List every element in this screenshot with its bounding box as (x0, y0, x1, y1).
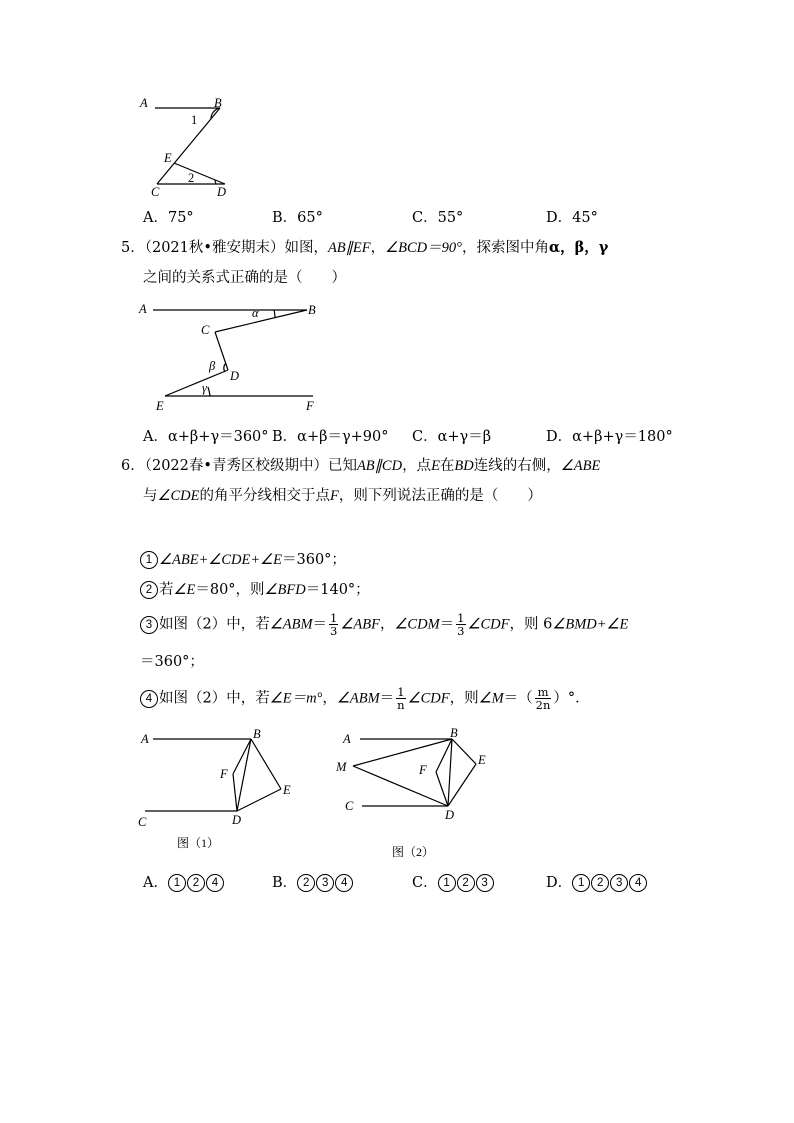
frac-den: 3 (330, 624, 338, 638)
q6-angle-cdm: ∠CDM (394, 616, 440, 633)
q6-text: ＝ (379, 690, 395, 707)
q5-figure (135, 298, 335, 416)
q4-figure (135, 92, 245, 202)
q5-stem-line1 (121, 238, 608, 258)
option-letter: C． (412, 875, 438, 891)
q6-stem-line2 (143, 486, 542, 506)
frac-den: 3 (457, 624, 465, 638)
q6-text: ，则 6 (509, 616, 553, 633)
q6-statement-3-cont: ＝360°； (140, 654, 204, 670)
q6-text: 已知 (327, 458, 357, 474)
circled-number-4: 4 (629, 874, 647, 892)
q5-greek: α，β，γ (548, 239, 609, 256)
circled-number-4: 4 (140, 690, 158, 708)
q4-option-b[interactable]: B．65° (272, 210, 323, 226)
circled-number-2: 2 (140, 581, 158, 599)
q5-label-A: A (139, 302, 147, 316)
q6-point-e: E (431, 458, 440, 474)
q6-point-f: F (330, 488, 339, 504)
q4-option-c[interactable]: C．55° (412, 210, 464, 226)
frac-den: n (397, 698, 405, 712)
q6-s1-expr: ∠ABE+∠CDE+∠E (159, 552, 282, 568)
q5-cond-parallel: AB∥EF (327, 240, 371, 256)
q5-number: 5． (121, 240, 145, 256)
q6-figure-1 (135, 722, 305, 857)
circled-number-3: 3 (140, 616, 158, 634)
q4-label-C: C (151, 185, 160, 199)
q5-source: （2021秋•雅安期末） (144, 240, 285, 256)
q6-angle-cdf: ∠CDF (467, 616, 510, 633)
q6-statement-4 (140, 686, 590, 711)
q4-label-E: E (164, 151, 172, 165)
q4-label-2: 2 (188, 171, 195, 185)
q6-option-c[interactable] (412, 871, 495, 892)
q6f2-caption: 图（2） (392, 845, 435, 859)
q6-option-b[interactable] (272, 871, 354, 892)
q6f1-label-A: A (141, 732, 149, 746)
q6f1-caption: 图（1） (177, 836, 220, 850)
q6-text: ，则 (449, 690, 479, 707)
circled-number-1: 1 (438, 874, 456, 892)
q6-option-d[interactable] (546, 871, 648, 892)
fraction-one-over-n (396, 686, 405, 711)
frac-den: 2n (535, 698, 551, 712)
q6-source: （2022春•青秀区校级期中） (144, 458, 328, 474)
q6-statement-3 (140, 612, 628, 637)
fraction-m-over-2n (535, 686, 552, 711)
q6f1-label-D: D (232, 813, 242, 827)
frac-num: m (535, 686, 552, 699)
q6f2-label-M: M (336, 760, 347, 774)
q6-angle-cdf: ∠CDF (407, 690, 450, 707)
q6-segment-bd: BD (454, 458, 474, 474)
fraction-one-third (329, 612, 338, 637)
circled-number-1: 1 (168, 874, 186, 892)
q6-text: ，点 (402, 458, 432, 474)
q6-text: 的角平分线相交于点 (199, 488, 330, 504)
q5-option-b[interactable]: B．α+β＝γ+90° (272, 429, 389, 445)
q6-text: 如图（2）中，若 (159, 690, 270, 707)
q5-label-C: C (201, 323, 210, 337)
q6-statement-1 (140, 550, 346, 570)
q4-label-1: 1 (191, 113, 198, 127)
q4-label-D: D (217, 185, 227, 199)
q6-text: 若 (159, 582, 174, 598)
q5-label-D: D (230, 369, 240, 383)
q6-angle-abm: ∠ABM (336, 690, 380, 707)
q5-stem-text-b: ，探索图中角 (461, 240, 549, 256)
q5-sep: ， (370, 240, 386, 256)
q5-option-a[interactable]: A．α+β+γ＝360° (143, 429, 269, 445)
circled-number-2: 2 (187, 874, 205, 892)
q4-option-d[interactable]: D．45° (546, 210, 598, 226)
q6-angle-e: ∠E (173, 582, 196, 598)
q5-stem-text: 如图， (284, 240, 328, 256)
q6-text: ）°． (553, 690, 590, 707)
q6-angle-abf: ∠ABF (340, 616, 380, 633)
q5-option-d[interactable]: D．α+β+γ＝180° (546, 429, 673, 445)
q6f1-label-B: B (253, 727, 261, 741)
option-letter: D． (546, 875, 573, 891)
q5-cond-angle: ∠BCD＝90° (385, 240, 462, 256)
option-letter: A． (143, 875, 168, 891)
q6-cond-parallel: AB∥CD (356, 458, 403, 474)
circled-number-3: 3 (476, 874, 494, 892)
circled-number-4: 4 (206, 874, 224, 892)
q6-text: ，则下列说法正确的是（ ） (338, 488, 542, 504)
q6-text: ， (322, 690, 337, 707)
q6-text: ＝80°，则 (195, 582, 265, 598)
frac-num: 1 (330, 611, 338, 625)
q6f1-label-F: F (220, 767, 228, 781)
q6-angle-abe: ∠ABE (560, 458, 601, 474)
q5-label-gamma: γ (202, 381, 207, 395)
circled-number-1: 1 (572, 874, 590, 892)
q6-angle-m: ∠M (478, 690, 504, 707)
q6-text: ＝（ (503, 690, 533, 707)
q4-option-a[interactable]: A．75° (143, 210, 194, 226)
q6-text: ＝ (312, 616, 328, 633)
circled-number-4: 4 (335, 874, 353, 892)
q6-text: ＝ (439, 616, 455, 633)
frac-num: 1 (457, 611, 465, 625)
q6-text: 如图（2）中，若 (159, 616, 270, 633)
q4-label-B: B (214, 96, 222, 110)
q6f1-label-C: C (138, 815, 147, 829)
q6f2-label-B: B (450, 726, 458, 740)
q6-option-a[interactable] (143, 871, 225, 892)
q6-number: 6． (121, 458, 145, 474)
q6-angle-abm: ∠ABM (269, 616, 313, 633)
q6-angle-bmd-e: ∠BMD+∠E (552, 616, 629, 633)
q6-angle-bfd: ∠BFD (264, 582, 306, 598)
q6-angle-cde: ∠CDE (157, 488, 200, 504)
q6-statement-2 (140, 580, 370, 600)
circled-number-3: 3 (610, 874, 628, 892)
q5-label-F: F (306, 399, 314, 413)
q5-label-beta: β (209, 359, 216, 373)
circled-number-2: 2 (591, 874, 609, 892)
q6-text: 连线的右侧， (473, 458, 561, 474)
circled-number-2: 2 (297, 874, 315, 892)
q5-label-E: E (156, 399, 164, 413)
q6-text: 与 (143, 488, 158, 504)
q6-text: ， (379, 616, 395, 633)
option-letter: B． (272, 875, 298, 891)
q6f2-label-F: F (419, 763, 427, 777)
q6-text: ＝140°； (305, 582, 370, 598)
q4-label-A: A (140, 96, 148, 110)
q5-stem-line2: 之间的关系式正确的是（ ） (143, 270, 346, 286)
q6f2-label-A: A (343, 732, 351, 746)
q6-s1-value: ＝360°； (282, 552, 346, 568)
q6f1-label-E: E (283, 783, 291, 797)
q5-label-B: B (308, 303, 316, 317)
q6f2-label-C: C (345, 799, 354, 813)
q5-option-c[interactable]: C．α+γ＝β (412, 429, 492, 445)
q6-figure-2 (330, 722, 500, 862)
circled-number-1: 1 (140, 551, 158, 569)
q6f2-label-E: E (478, 753, 486, 767)
q6f2-label-D: D (445, 808, 455, 822)
circled-number-2: 2 (457, 874, 475, 892)
frac-num: 1 (397, 685, 405, 699)
fraction-one-third (456, 612, 465, 637)
q6-text: 在 (439, 458, 455, 474)
q6-stem-line1 (121, 456, 600, 476)
q6-angle-e-m: ∠E＝m° (269, 690, 323, 707)
circled-number-3: 3 (316, 874, 334, 892)
q5-label-alpha: α (252, 306, 259, 320)
